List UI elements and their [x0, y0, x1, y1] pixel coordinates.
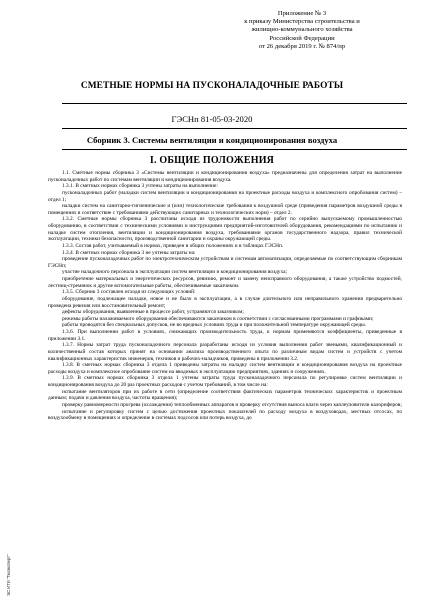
- body-paragraph: 1.3.5. Сборник 3 составлен исходя из следующих условий:: [62, 289, 196, 296]
- body-paragraph: 1.1. Сметные нормы сборника 3 «Системы вентиляции и кондиционирования воздуха» предназначены для определения затрат на выполнение пусконаладочных работ по системам вентиляции и кондиционирования воздуха.: [48, 170, 402, 183]
- body-paragraph: 1.3.8. В сметных нормах сборника 3 отдела 1 приведены затраты на наладку систем вентиляции и кондиционирования воздуха на проектные расходы воздуха и комплексное опробование систем на вводимых в эксплуатацию предприятиях, зданиях и сооружениях.: [48, 362, 402, 375]
- appendix-ministry-line: жилищно-коммунального хозяйства: [251, 26, 353, 34]
- body-paragraph: 1.3.1. В сметных нормах сборника 3 учтены затраты на выполнение:: [62, 183, 218, 190]
- body-paragraph: проверку равномерности прогрева (охлаждения) теплообменных аппаратов и проверку отсутствия выноса влаги через каплеуловители калориферов;: [62, 401, 402, 408]
- body-paragraph: 1.3.2. Сметные нормы сборника 3 рассчитаны исходя из трудоемкости выполнения работ по серийно выпускаемому промышленностью оборудованию, в соответствии с техническими условиями и инструкциями предприятий-изготовителей оборудования, рекомендациями по испытанию и наладке систем отопления, вентиляции и кондиционирования воздуха, требованиями органов государственного надзора, правил технической эксплуатации, техники безопасности, производственной санитарии и охраны окружающей среды.: [48, 216, 402, 243]
- document-code: ГЭСНп 81-05-03-2020: [171, 114, 253, 124]
- body-paragraph: режимы работы налаживаемого оборудования обеспечиваются заказчиком в соответствии с согласованными программами и графиками;: [62, 315, 374, 322]
- collection-divider: [62, 149, 407, 150]
- main-title: СМЕТНЫЕ НОРМЫ НА ПУСКОНАЛАДОЧНЫЕ РАБОТЫ: [80, 81, 344, 91]
- body-paragraph: 1.3.9. В сметных нормах сборника 3 отдела 1 учтены затраты труда пусконаладочного персонала по регулировке систем вентиляции и кондиционирования воздуха до 20 раз проектных расходов с учетом требований, в том числе на:: [48, 375, 402, 388]
- body-paragraph: 1.3.7. Нормы затрат труда пусконаладочного персонала разработаны исходя из условия выполнения работ звеньями, квалификационный и количественный состав которых принят на основании анализа производственного опыта по различным видам систем и устройств с учетом квалификационных характеристик инженеров, техников и рабочих-наладчиков, приведены в приложении 3.2.: [48, 342, 402, 362]
- appendix-order-line: к приказу Министерства строительства и: [244, 18, 360, 26]
- body-paragraph: испытание и регулировку систем с целью достижения проектных показателей по расходу воздуха в воздуховодах, местных отсосах, по воздухообмену в помещениях и определение в системах подсосов или потерь воздуха, до: [48, 408, 402, 422]
- body-paragraph: 1.3.6. При выполнении работ в условиях, снижающих производительность труда, к нормам применяются коэффициенты, приведенные в приложении 3.1.: [48, 329, 402, 342]
- body-paragraph: пусконаладочных работ (наладки систем вентиляции и кондиционирования на проектные расходы воздуха и комплексного опробования систем) – отдел 1;: [48, 189, 402, 203]
- appendix-number: Приложение № 3: [277, 10, 327, 17]
- body-paragraph: испытание вентиляторов при их работе в сети (определение соответствия фактических параметров технических характеристик и проектным данным; подачи и давления воздуха, частоты вращения);: [48, 388, 402, 402]
- vertical-watermark-note: [2, 546, 42, 598]
- body-paragraph: наладки систем на санитарно-гигиенические и (или) технологические требования к воздушной среде (приведения параметров воздушной среды в помещениях в соответствие с требованиями действующих санитарных и технологических норм) – отдел 2.: [48, 203, 402, 216]
- body-paragraph: 1.3.3. Состав работ, учитываемый в нормах, приведен в общих положениях и в таблицах ГЭСНп.: [62, 242, 284, 249]
- appendix-header: [202, 10, 402, 51]
- body-paragraph: 1.3.4. В сметных нормах сборника 3 не учтены затраты на:: [62, 249, 196, 256]
- body-paragraph: проведение пусконаладочных работ по электротехническим устройствам и системам автоматизации, определяемые по соответствующим сборникам ГЭСНп;: [48, 256, 402, 269]
- appendix-date-line: от 26 декабря 2019 г. № 874/пр: [258, 42, 346, 50]
- code-divider: [62, 128, 407, 129]
- collection-title: Сборник 3. Системы вентиляции и кондиционирования воздуха: [86, 135, 338, 145]
- section-heading: I. ОБЩИЕ ПОЛОЖЕНИЯ: [149, 155, 275, 166]
- appendix-country-line: Российской Федерации: [269, 34, 335, 42]
- body-paragraph: приобретение материальных и энергетических ресурсов, ревизию, ремонт и замену неисправного оборудования, а также устройство подмостей, лестниц-стремянок и другие вспомогательные работы, обеспечиваемые заказчиком.: [48, 276, 402, 289]
- body-paragraph: работы проводятся без специальных допусков, не во вредных условиях труда и при положительной температуре окружающей среды.: [62, 322, 367, 329]
- body-paragraph: оборудование, подлежащее наладке, новое и не было в эксплуатации, а в случае длительного или неправильного хранения предварительно проведена ревизия или восстановительный ремонт;: [48, 295, 402, 309]
- body-paragraph: участие наладочного персонала в эксплуатации систем вентиляции и кондиционирования воздуха;: [62, 269, 287, 276]
- document-body: [48, 170, 402, 422]
- title-divider-top: [62, 103, 407, 104]
- body-paragraph: дефекты оборудования, выявленные в процессе работ, устраняются заказчиком;: [62, 309, 244, 316]
- vertical-note-text: ЭС ИТИ "Техэксперт": [6, 554, 11, 596]
